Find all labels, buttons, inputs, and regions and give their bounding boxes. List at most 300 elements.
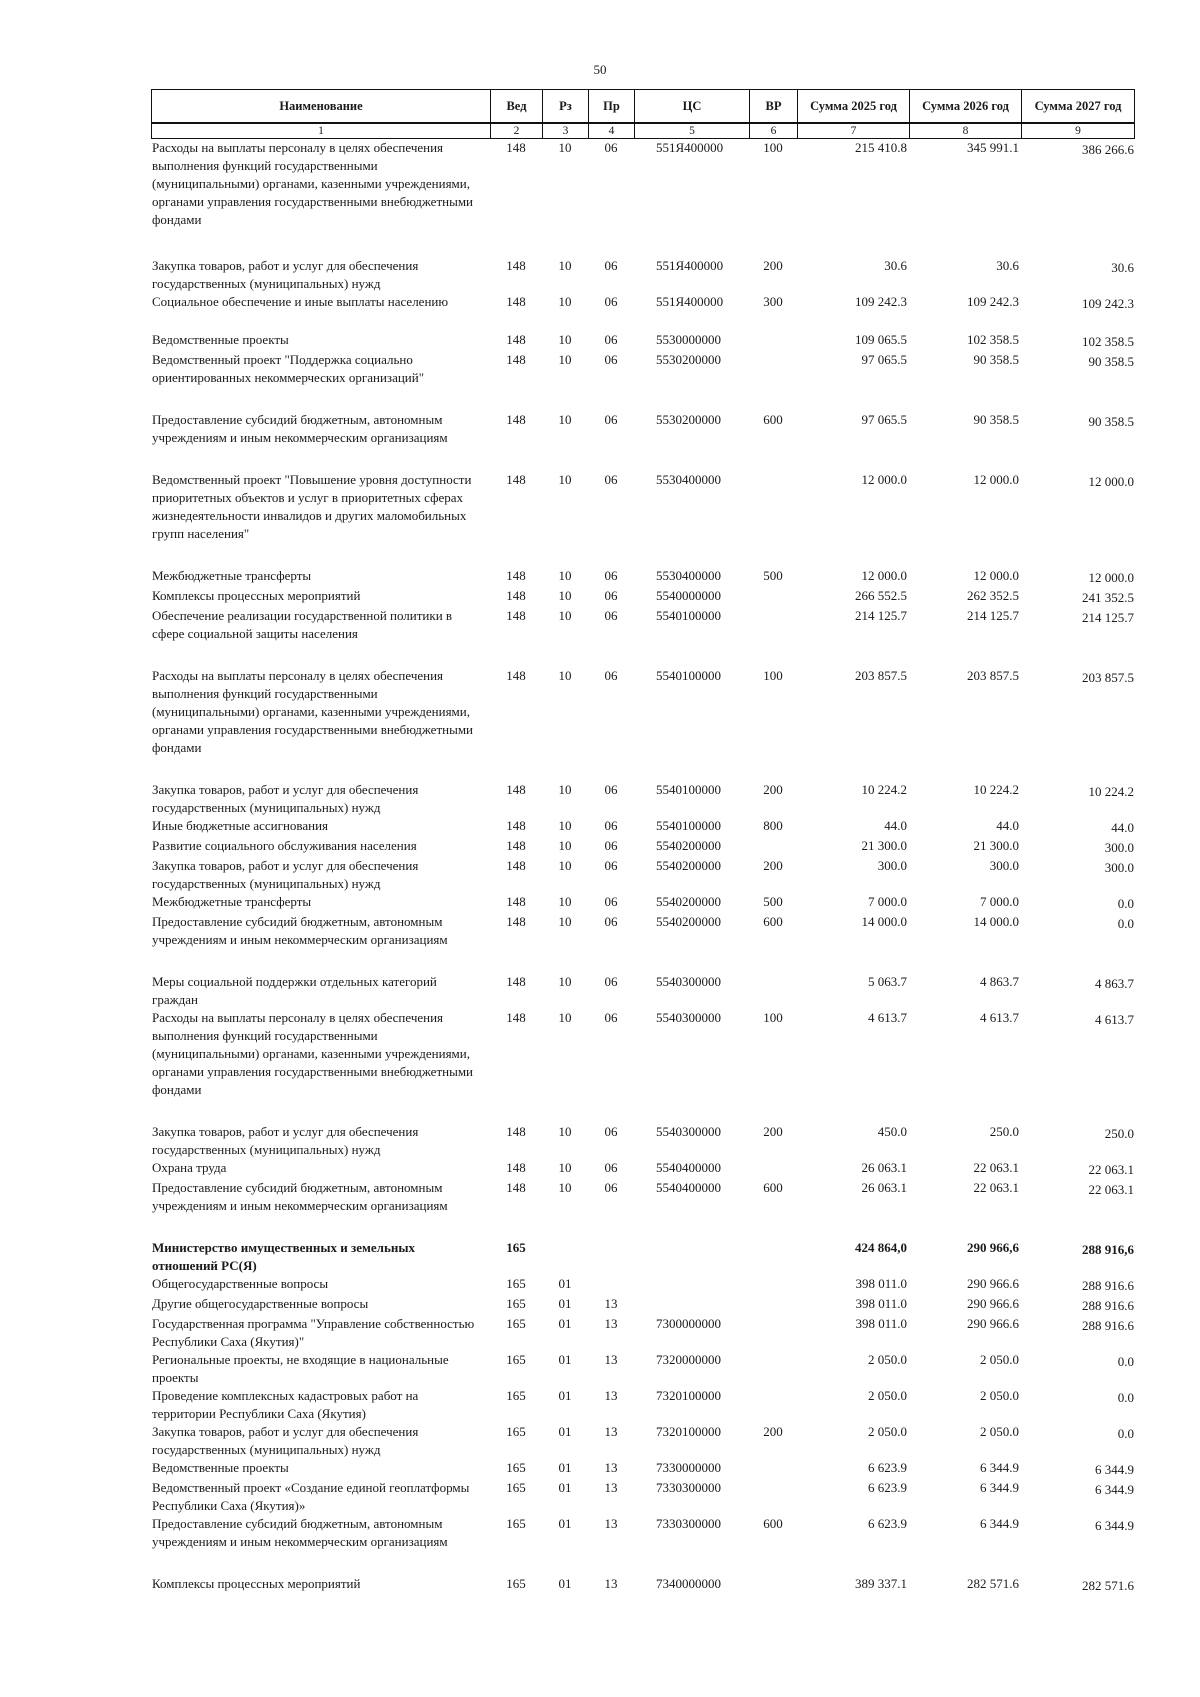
row-ved: 148 — [506, 258, 526, 273]
header-ved: Вед — [491, 90, 543, 124]
row-name: Предоставление субсидий бюджетным, автономным учреждениям и иным некоммерческим организациям — [152, 914, 448, 947]
row-sum-2027: 300.0 — [1104, 860, 1134, 875]
row-sum-2025: 2 050.0 — [868, 1388, 907, 1403]
row-sum-2026: 4 863.7 — [980, 974, 1019, 989]
row-ved: 148 — [506, 140, 526, 155]
row-sum-2027: 0.0 — [1117, 1426, 1134, 1441]
row-pr: 13 — [604, 1480, 618, 1495]
row-rz: 10 — [558, 858, 572, 873]
row-pr: 06 — [604, 782, 618, 797]
row-vr: 600 — [763, 1516, 783, 1531]
table-row — [151, 257, 1134, 293]
row-ved: 165 — [506, 1424, 526, 1439]
row-sum-2026: 14 000.0 — [973, 914, 1019, 929]
row-sum-2025: 450.0 — [877, 1124, 907, 1139]
row-sum-2027: 386 266.6 — [1082, 142, 1134, 157]
row-name: Закупка товаров, работ и услуг для обеспечения государственных (муниципальных) нужд — [152, 858, 419, 891]
header-sum-2025: Сумма 2025 год — [798, 90, 910, 124]
row-sum-2027: 214 125.7 — [1082, 610, 1134, 625]
row-sum-2027: 288 916,6 — [1082, 1242, 1134, 1257]
row-name: Обеспечение реализации государственной политики в сфере социальной защиты населения — [152, 608, 453, 641]
row-name: Закупка товаров, работ и услуг для обеспечения государственных (муниципальных) нужд — [152, 782, 419, 815]
header-num-6: 6 — [750, 123, 798, 139]
row-sum-2025: 12 000.0 — [861, 472, 907, 487]
row-name: Другие общегосударственные вопросы — [152, 1296, 369, 1311]
row-vr — [749, 471, 797, 567]
header-num-5: 5 — [635, 123, 750, 139]
row-name: Охрана труда — [152, 1160, 227, 1175]
row-sum-2026: 290 966,6 — [967, 1240, 1019, 1255]
row-pr: 06 — [604, 1160, 618, 1175]
row-name: Меры социальной поддержки отдельных категорий граждан — [152, 974, 437, 1007]
row-sum-2027: 288 916.6 — [1082, 1278, 1134, 1293]
row-name: Ведомственный проект «Создание единой геоплатформы Республики Саха (Якутия)» — [152, 1480, 470, 1513]
row-vr — [749, 1575, 797, 1595]
row-pr: 06 — [604, 914, 618, 929]
row-cs: 7330300000 — [656, 1516, 721, 1531]
table-body — [151, 139, 1134, 1595]
row-cs: 7320000000 — [656, 1352, 721, 1367]
row-vr: 100 — [763, 1010, 783, 1025]
row-rz — [542, 1239, 588, 1275]
header-num-3: 3 — [543, 123, 589, 139]
row-sum-2026: 2 050.0 — [980, 1424, 1019, 1439]
row-pr: 06 — [604, 858, 618, 873]
row-pr: 06 — [604, 140, 618, 155]
row-name: Комплексы процессных мероприятий — [152, 588, 361, 603]
table-row — [151, 837, 1134, 857]
row-sum-2026: 90 358.5 — [973, 412, 1019, 427]
row-cs: 5540300000 — [656, 1124, 721, 1139]
row-sum-2027: 282 571.6 — [1082, 1578, 1134, 1593]
row-cs: 5540300000 — [656, 1010, 721, 1025]
row-sum-2026: 250.0 — [989, 1124, 1019, 1139]
table-header — [151, 89, 1135, 139]
row-sum-2027: 22 063.1 — [1088, 1182, 1134, 1197]
row-sum-2025: 26 063.1 — [861, 1180, 907, 1195]
row-ved: 165 — [506, 1240, 526, 1255]
row-vr — [749, 1275, 797, 1295]
table-row — [151, 587, 1134, 607]
row-sum-2025: 6 623.9 — [868, 1516, 907, 1531]
row-sum-2027: 6 344.9 — [1095, 1518, 1134, 1533]
row-rz: 10 — [558, 668, 572, 683]
table-row — [151, 139, 1134, 257]
row-sum-2025: 6 623.9 — [868, 1480, 907, 1495]
row-name: Предоставление субсидий бюджетным, автономным учреждениям и иным некоммерческим организациям — [152, 412, 448, 445]
row-ved: 165 — [506, 1460, 526, 1475]
row-pr: 06 — [604, 608, 618, 623]
header-rz: Рз — [543, 90, 589, 124]
row-cs: 5530400000 — [656, 568, 721, 583]
page-number: 50 — [593, 62, 607, 77]
row-sum-2026: 345 991.1 — [967, 140, 1019, 155]
table-row — [151, 781, 1134, 817]
row-sum-2026: 30.6 — [996, 258, 1019, 273]
row-cs: 5540100000 — [656, 782, 721, 797]
row-sum-2026: 290 966.6 — [967, 1296, 1019, 1311]
table-row — [151, 1575, 1134, 1595]
row-sum-2026: 6 344.9 — [980, 1516, 1019, 1531]
row-sum-2026: 290 966.6 — [967, 1276, 1019, 1291]
row-sum-2026: 22 063.1 — [973, 1180, 1019, 1195]
row-cs: 5540000000 — [656, 588, 721, 603]
row-sum-2027: 109 242.3 — [1082, 296, 1134, 311]
row-rz: 01 — [558, 1480, 572, 1495]
budget-table — [151, 89, 1134, 1595]
row-vr: 200 — [763, 1124, 783, 1139]
table-row — [151, 1239, 1134, 1275]
row-name: Министерство имущественных и земельных отношений РС(Я) — [152, 1240, 415, 1273]
row-cs — [634, 1275, 749, 1295]
row-rz: 01 — [558, 1296, 572, 1311]
row-name: Развитие социального обслуживания населения — [152, 838, 417, 853]
row-sum-2026: 214 125.7 — [967, 608, 1019, 623]
row-name: Расходы на выплаты персоналу в целях обеспечения выполнения функций государственными (муниципальными) органами, казенными учреждениями, органами управления государственными внебюджетными фондами — [152, 140, 474, 227]
table-row — [151, 973, 1134, 1009]
row-pr: 06 — [604, 412, 618, 427]
row-pr: 06 — [604, 294, 618, 309]
row-vr — [749, 837, 797, 857]
row-cs: 5540200000 — [656, 894, 721, 909]
row-rz: 10 — [558, 1180, 572, 1195]
row-vr: 100 — [763, 668, 783, 683]
row-ved: 165 — [506, 1316, 526, 1331]
row-vr — [749, 1159, 797, 1179]
table-row — [151, 607, 1134, 667]
row-ved: 148 — [506, 668, 526, 683]
row-cs: 7330000000 — [656, 1460, 721, 1475]
row-pr: 06 — [604, 352, 618, 367]
row-ved: 148 — [506, 818, 526, 833]
row-ved: 148 — [506, 894, 526, 909]
row-pr: 13 — [604, 1316, 618, 1331]
row-sum-2027: 0.0 — [1117, 1390, 1134, 1405]
row-rz: 10 — [558, 914, 572, 929]
row-cs: 551Я400000 — [656, 258, 724, 273]
row-pr: 06 — [604, 332, 618, 347]
row-vr: 600 — [763, 1180, 783, 1195]
row-ved: 148 — [506, 974, 526, 989]
row-cs: 7330300000 — [656, 1480, 721, 1495]
row-rz: 01 — [558, 1576, 572, 1591]
row-sum-2025: 5 063.7 — [868, 974, 907, 989]
row-sum-2027: 300.0 — [1104, 840, 1134, 855]
row-ved: 165 — [506, 1516, 526, 1531]
row-sum-2026: 12 000.0 — [973, 472, 1019, 487]
row-sum-2026: 300.0 — [989, 858, 1019, 873]
row-sum-2026: 102 358.5 — [967, 332, 1019, 347]
row-cs: 5540200000 — [656, 838, 721, 853]
row-ved: 148 — [506, 1180, 526, 1195]
row-vr — [749, 1315, 797, 1351]
row-rz: 01 — [558, 1460, 572, 1475]
row-ved: 165 — [506, 1388, 526, 1403]
row-sum-2026: 2 050.0 — [980, 1352, 1019, 1367]
row-sum-2025: 2 050.0 — [868, 1424, 907, 1439]
row-cs: 5540100000 — [656, 608, 721, 623]
row-pr: 13 — [604, 1460, 618, 1475]
header-name: Наименование — [152, 90, 491, 124]
row-sum-2027: 0.0 — [1117, 1354, 1134, 1369]
row-ved: 148 — [506, 1124, 526, 1139]
header-sum-2027: Сумма 2027 год — [1022, 90, 1135, 124]
row-sum-2027: 22 063.1 — [1088, 1162, 1134, 1177]
row-sum-2027: 4 613.7 — [1095, 1012, 1134, 1027]
table-row — [151, 1351, 1134, 1387]
row-sum-2027: 44.0 — [1111, 820, 1134, 835]
row-sum-2026: 7 000.0 — [980, 894, 1019, 909]
row-cs — [634, 1239, 749, 1275]
table-row — [151, 1515, 1134, 1575]
row-name: Региональные проекты, не входящие в национальные проекты — [152, 1352, 449, 1385]
row-vr: 500 — [763, 568, 783, 583]
row-name: Предоставление субсидий бюджетным, автономным учреждениям и иным некоммерческим организациям — [152, 1516, 448, 1549]
row-sum-2027: 288 916.6 — [1082, 1298, 1134, 1313]
row-pr: 13 — [604, 1576, 618, 1591]
row-sum-2025: 30.6 — [884, 258, 907, 273]
row-sum-2026: 290 966.6 — [967, 1316, 1019, 1331]
row-ved: 148 — [506, 838, 526, 853]
row-pr: 06 — [604, 1010, 618, 1025]
row-pr: 06 — [604, 838, 618, 853]
row-name: Ведомственные проекты — [152, 1460, 289, 1475]
table-row — [151, 857, 1134, 893]
table-row — [151, 293, 1134, 331]
row-rz: 10 — [558, 608, 572, 623]
row-rz: 01 — [558, 1424, 572, 1439]
row-vr: 200 — [763, 782, 783, 797]
row-pr: 13 — [604, 1352, 618, 1367]
row-sum-2027: 288 916.6 — [1082, 1318, 1134, 1333]
row-sum-2025: 266 552.5 — [855, 588, 907, 603]
header-pr: Пр — [589, 90, 635, 124]
row-ved: 148 — [506, 332, 526, 347]
row-pr: 13 — [604, 1296, 618, 1311]
row-name: Закупка товаров, работ и услуг для обеспечения государственных (муниципальных) нужд — [152, 258, 419, 291]
row-vr: 200 — [763, 858, 783, 873]
row-pr: 06 — [604, 668, 618, 683]
row-name: Проведение комплексных кадастровых работ на территории Республики Саха (Якутия) — [152, 1388, 419, 1421]
row-rz: 10 — [558, 140, 572, 155]
row-sum-2025: 389 337.1 — [855, 1576, 907, 1591]
row-sum-2025: 215 410.8 — [855, 140, 907, 155]
table-row — [151, 913, 1134, 973]
row-sum-2026: 282 571.6 — [967, 1576, 1019, 1591]
header-num-1: 1 — [152, 123, 491, 139]
row-sum-2027: 203 857.5 — [1082, 670, 1134, 685]
row-name: Государственная программа "Управление собственностью Республики Саха (Якутия)" — [152, 1316, 475, 1349]
row-sum-2025: 300.0 — [877, 858, 907, 873]
row-name: Ведомственный проект "Поддержка социально ориентированных некоммерческих организаций" — [152, 352, 425, 385]
row-ved: 148 — [506, 914, 526, 929]
row-cs: 5530200000 — [656, 412, 721, 427]
row-vr — [749, 973, 797, 1009]
row-sum-2025: 7 000.0 — [868, 894, 907, 909]
row-sum-2025: 398 011.0 — [855, 1296, 907, 1311]
row-sum-2027: 90 358.5 — [1088, 354, 1134, 369]
header-num-7: 7 — [798, 123, 910, 139]
row-sum-2026: 203 857.5 — [967, 668, 1019, 683]
table-row — [151, 1123, 1134, 1159]
table-row — [151, 351, 1134, 411]
row-vr — [749, 1351, 797, 1387]
row-rz: 10 — [558, 332, 572, 347]
row-ved: 165 — [506, 1480, 526, 1495]
row-pr — [588, 1275, 634, 1295]
row-cs: 7320100000 — [656, 1424, 721, 1439]
row-rz: 10 — [558, 1160, 572, 1175]
table-row — [151, 1009, 1134, 1123]
row-cs: 7320100000 — [656, 1388, 721, 1403]
row-vr: 600 — [763, 412, 783, 427]
row-rz: 10 — [558, 588, 572, 603]
row-ved: 165 — [506, 1352, 526, 1367]
row-cs: 5530200000 — [656, 352, 721, 367]
header-num-8: 8 — [910, 123, 1022, 139]
table-row — [151, 471, 1134, 567]
row-sum-2027: 0.0 — [1117, 916, 1134, 931]
row-sum-2027: 12 000.0 — [1088, 570, 1134, 585]
row-ved: 148 — [506, 294, 526, 309]
table-row — [151, 567, 1134, 587]
row-pr: 06 — [604, 472, 618, 487]
row-name: Предоставление субсидий бюджетным, автономным учреждениям и иным некоммерческим организациям — [152, 1180, 448, 1213]
table-row — [151, 1459, 1134, 1479]
row-sum-2026: 6 344.9 — [980, 1460, 1019, 1475]
row-sum-2025: 4 613.7 — [868, 1010, 907, 1025]
header-cs: ЦС — [635, 90, 750, 124]
row-ved: 165 — [506, 1296, 526, 1311]
table-row — [151, 1387, 1134, 1423]
row-ved: 148 — [506, 352, 526, 367]
row-ved: 148 — [506, 1160, 526, 1175]
row-vr: 200 — [763, 1424, 783, 1439]
row-rz: 10 — [558, 412, 572, 427]
row-name: Закупка товаров, работ и услуг для обеспечения государственных (муниципальных) нужд — [152, 1124, 419, 1157]
row-cs: 5530000000 — [656, 332, 721, 347]
row-name: Расходы на выплаты персоналу в целях обеспечения выполнения функций государственными (муниципальными) органами, казенными учреждениями, органами управления государственными внебюджетными фондами — [152, 1010, 474, 1097]
row-name: Ведомственный проект "Повышение уровня доступности приоритетных объектов и услуг в приоритетных сферах жизнедеятельности инвалидов и других маломобильных групп населения" — [152, 472, 472, 541]
row-rz: 01 — [558, 1352, 572, 1367]
row-sum-2026: 109 242.3 — [967, 294, 1019, 309]
row-cs: 5540400000 — [656, 1160, 721, 1175]
row-sum-2027: 90 358.5 — [1088, 414, 1134, 429]
row-rz: 10 — [558, 974, 572, 989]
row-cs: 5540300000 — [656, 974, 721, 989]
table-row — [151, 331, 1134, 351]
row-sum-2027: 241 352.5 — [1082, 590, 1134, 605]
row-pr: 06 — [604, 258, 618, 273]
row-cs: 5540100000 — [656, 668, 721, 683]
row-ved: 148 — [506, 412, 526, 427]
header-sum-2026: Сумма 2026 год — [910, 90, 1022, 124]
row-rz: 10 — [558, 1124, 572, 1139]
row-rz: 10 — [558, 294, 572, 309]
row-pr — [588, 1239, 634, 1275]
row-pr: 06 — [604, 974, 618, 989]
row-sum-2026: 10 224.2 — [973, 782, 1019, 797]
row-ved: 148 — [506, 568, 526, 583]
row-pr: 13 — [604, 1516, 618, 1531]
row-sum-2027: 6 344.9 — [1095, 1462, 1134, 1477]
row-cs: 5540100000 — [656, 818, 721, 833]
row-vr — [749, 1295, 797, 1315]
header-num-2: 2 — [491, 123, 543, 139]
row-sum-2025: 6 623.9 — [868, 1460, 907, 1475]
row-vr: 500 — [763, 894, 783, 909]
row-vr — [749, 607, 797, 667]
row-vr — [749, 587, 797, 607]
row-sum-2025: 203 857.5 — [855, 668, 907, 683]
row-sum-2025: 2 050.0 — [868, 1352, 907, 1367]
table-row — [151, 1159, 1134, 1179]
row-pr: 06 — [604, 818, 618, 833]
row-vr: 300 — [763, 294, 783, 309]
row-name: Социальное обеспечение и иные выплаты населению — [152, 294, 449, 309]
row-cs: 551Я400000 — [656, 294, 724, 309]
row-cs: 5530400000 — [656, 472, 721, 487]
row-rz: 10 — [558, 352, 572, 367]
row-ved: 165 — [506, 1276, 526, 1291]
table-row — [151, 1315, 1134, 1351]
row-rz: 10 — [558, 782, 572, 797]
row-name: Общегосударственные вопросы — [152, 1276, 329, 1291]
row-vr: 800 — [763, 818, 783, 833]
table-row — [151, 411, 1134, 471]
table-row — [151, 1295, 1134, 1315]
row-rz: 10 — [558, 258, 572, 273]
row-rz: 01 — [558, 1316, 572, 1331]
header-vr: ВР — [750, 90, 798, 124]
row-ved: 148 — [506, 472, 526, 487]
row-sum-2026: 44.0 — [996, 818, 1019, 833]
table-row — [151, 1179, 1134, 1239]
row-vr — [749, 1387, 797, 1423]
header-num-4: 4 — [589, 123, 635, 139]
row-sum-2026: 21 300.0 — [973, 838, 1019, 853]
header-num-9: 9 — [1022, 123, 1135, 139]
row-sum-2025: 14 000.0 — [861, 914, 907, 929]
row-sum-2027: 6 344.9 — [1095, 1482, 1134, 1497]
row-name: Ведомственные проекты — [152, 332, 289, 347]
row-cs: 551Я400000 — [656, 140, 724, 155]
row-sum-2025: 12 000.0 — [861, 568, 907, 583]
row-sum-2027: 10 224.2 — [1088, 784, 1134, 799]
row-rz: 01 — [558, 1276, 572, 1291]
row-ved: 148 — [506, 858, 526, 873]
row-sum-2025: 424 864,0 — [855, 1240, 907, 1255]
row-ved: 148 — [506, 782, 526, 797]
table-row — [151, 1479, 1134, 1515]
row-rz: 10 — [558, 818, 572, 833]
row-ved: 148 — [506, 608, 526, 623]
table-row — [151, 817, 1134, 837]
row-sum-2026: 2 050.0 — [980, 1388, 1019, 1403]
row-ved: 165 — [506, 1576, 526, 1591]
row-sum-2025: 21 300.0 — [861, 838, 907, 853]
row-sum-2025: 398 011.0 — [855, 1316, 907, 1331]
row-vr — [749, 331, 797, 351]
row-sum-2026: 6 344.9 — [980, 1480, 1019, 1495]
row-sum-2026: 22 063.1 — [973, 1160, 1019, 1175]
row-rz: 10 — [558, 472, 572, 487]
row-pr: 06 — [604, 894, 618, 909]
row-cs: 5540200000 — [656, 858, 721, 873]
row-sum-2026: 4 613.7 — [980, 1010, 1019, 1025]
row-sum-2026: 90 358.5 — [973, 352, 1019, 367]
row-vr — [749, 1479, 797, 1515]
